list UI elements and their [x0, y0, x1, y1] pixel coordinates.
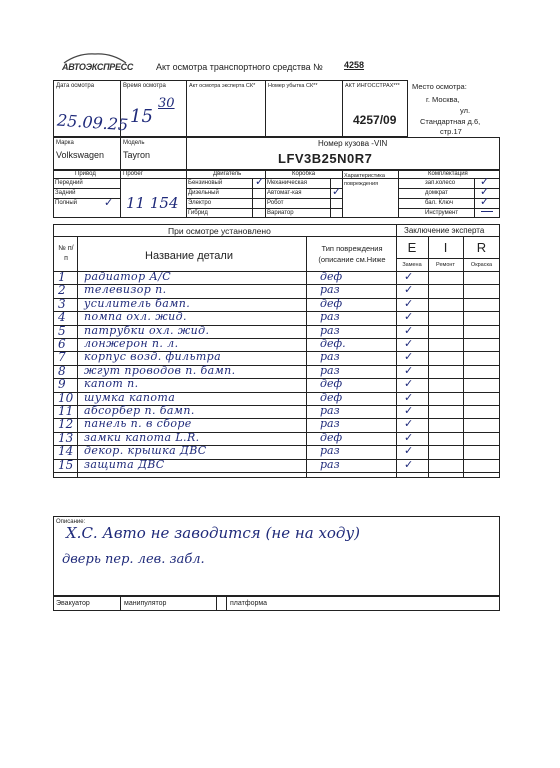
row-part: помпа охл. жид.: [84, 310, 187, 324]
row-type: деф.: [320, 337, 346, 350]
brand-value: Volkswagen: [56, 150, 105, 160]
engine-petrol-check-icon: ✓: [255, 175, 265, 188]
replace-check-icon: ✓: [404, 457, 414, 471]
row-number: 4: [58, 310, 66, 325]
engine-electric: Электро: [188, 200, 212, 206]
drive-front: Передний: [55, 180, 83, 186]
replace-check-icon: ✓: [404, 363, 414, 377]
section-title: При осмотре установлено: [168, 226, 271, 236]
equipment-spare: зап.колесо: [425, 180, 456, 186]
place-street-1: ул.: [460, 106, 471, 115]
row-type: раз: [320, 363, 340, 377]
logo: [60, 52, 134, 74]
row-part: радиатор А/С: [84, 270, 172, 283]
time-minutes: 30: [158, 96, 175, 111]
replace-check-icon: ✓: [404, 270, 414, 283]
row-number: 3: [58, 296, 66, 311]
place-label: Место осмотра:: [412, 82, 467, 91]
brand-label: Марка: [56, 140, 74, 146]
row-part: усилитель бамп.: [84, 296, 191, 310]
equipment-label: Комплектация: [428, 171, 468, 177]
replace-check-icon: ✓: [404, 444, 414, 458]
row-number: 6: [58, 337, 66, 351]
row-part: защита ДВС: [84, 457, 165, 471]
logo-text: АВТОЭКСПРЕСС: [62, 62, 134, 72]
gearbox-label: Коробка: [292, 171, 316, 177]
replace-check-icon: ✓: [404, 323, 414, 337]
row-type: деф: [320, 270, 343, 283]
col-i-header: I: [443, 240, 448, 255]
damage-char-label: Характеристика повреждения: [344, 173, 385, 187]
row-number: 7: [58, 350, 66, 365]
row-part: жгут проводов п. бамп.: [84, 363, 236, 377]
model-label: Модель: [123, 140, 145, 146]
gearbox-robot: Робот: [267, 200, 284, 206]
row-part: корпус возд. фильтра: [84, 350, 222, 364]
act-number: 4258: [344, 60, 365, 70]
row-number: 2: [58, 283, 66, 298]
row-part: патрубки охл. жид.: [84, 323, 210, 337]
place-city: г. Москва,: [426, 95, 460, 104]
gearbox-manual: Механическая: [267, 180, 308, 186]
replace-check-icon: ✓: [404, 377, 414, 391]
col-type-header: Тип повреждения (описание см.Ниже: [318, 244, 386, 264]
platform-label: платформа: [230, 600, 268, 607]
row-number: 13: [58, 430, 74, 445]
row-part: замки капота L.R.: [84, 430, 200, 444]
replace-check-icon: ✓: [404, 337, 414, 350]
row-type: раз: [320, 283, 340, 297]
row-type: раз: [320, 457, 340, 471]
row-type: раз: [320, 444, 340, 458]
col-e-header: E: [407, 240, 417, 255]
place-block: [410, 80, 481, 137]
row-number: 12: [58, 417, 74, 432]
row-type: деф: [320, 430, 343, 444]
replace-check-icon: ✓: [404, 296, 414, 310]
time-hours: 15: [130, 106, 153, 127]
equipment-spare-check-icon: ✓: [480, 175, 490, 188]
row-part: панель п. в сборе: [84, 417, 192, 431]
row-part: декор. крышка ДВС: [84, 444, 207, 458]
row-part: телевизор п.: [84, 283, 167, 297]
date-label: Дата осмотра: [56, 83, 95, 89]
gearbox-auto: Автомат-кая: [267, 190, 302, 196]
gearbox-cvt: Вариатор: [267, 210, 294, 216]
drive-rear: Задний: [55, 190, 76, 196]
row-number: 11: [58, 404, 74, 418]
row-type: раз: [320, 323, 340, 337]
row-number: 10: [58, 390, 74, 405]
row-number: 8: [58, 363, 66, 378]
vin-label: Номер кузова -VIN: [318, 139, 388, 148]
row-type: раз: [320, 404, 340, 417]
tow-label: Эвакуатор: [56, 600, 90, 607]
equipment-wrench: бал. Ключ: [425, 200, 453, 206]
col-part-header: Название детали: [145, 250, 233, 262]
equipment-jack: домкрат: [425, 190, 448, 196]
replace-check-icon: ✓: [404, 430, 414, 444]
expert-sign-label: Акт осмотра эксперта СК*: [189, 83, 256, 89]
row-type: раз: [320, 350, 340, 364]
row-part: шумка капота: [84, 390, 176, 404]
row-type: раз: [320, 417, 340, 431]
col-r-header: R: [476, 240, 487, 255]
replace-check-icon: ✓: [404, 417, 414, 431]
place-building: стр.17: [440, 127, 462, 136]
mileage-value: 11 154: [126, 194, 179, 212]
ingos-value: 4257/09: [353, 113, 397, 127]
model-value: Tayron: [123, 150, 151, 160]
col-num-header: № п/п: [58, 245, 74, 262]
claim-label: Номер убытка СК**: [268, 83, 318, 89]
equipment-tools-dash-icon: [481, 211, 493, 212]
row-type: деф: [320, 377, 343, 391]
replace-check-icon: ✓: [404, 283, 414, 297]
mileage-label: Пробег: [123, 171, 143, 177]
replace-check-icon: ✓: [404, 350, 414, 364]
drive-label: Привод: [75, 171, 96, 177]
engine-diesel: Дизельный: [188, 190, 219, 196]
row-part: абсорбер п. бамп.: [84, 404, 195, 417]
row-number: 5: [58, 323, 66, 338]
row-type: деф: [320, 390, 343, 404]
row-type: раз: [320, 310, 340, 324]
row-number: 15: [58, 457, 74, 472]
vin-value: LFV3B25N0R7: [278, 151, 373, 166]
sub-e-header: Замена: [402, 262, 422, 268]
engine-label: Двигатель: [213, 171, 242, 177]
row-number: 14: [58, 444, 74, 459]
description-line-2: дверь пер. лев. забл.: [62, 552, 205, 567]
row-type: деф: [320, 296, 343, 310]
row-number: 9: [58, 377, 66, 392]
date-value: 25.09.25: [56, 110, 129, 135]
sub-r-header: Окраска: [470, 262, 493, 268]
description-label: Описание:: [56, 519, 86, 525]
replace-check-icon: ✓: [404, 390, 414, 404]
description-line-1: Х.С. Авто не заводится (не на ходу): [66, 524, 360, 542]
equipment-tools: Инструмент: [425, 210, 459, 216]
drive-awd-check-icon: ✓: [104, 196, 114, 209]
drive-awd: Полный: [55, 200, 77, 206]
engine-petrol: Бензиновый: [188, 180, 223, 186]
conclusion-title: Заключение эксперта: [404, 226, 485, 235]
gearbox-auto-check-icon: ✓: [332, 185, 342, 198]
row-number: 1: [58, 270, 66, 284]
sub-i-header: Ремонт: [436, 262, 455, 268]
equipment-wrench-check-icon: ✓: [480, 195, 490, 208]
form-title: [156, 62, 323, 72]
row-part: лонжерон п. л.: [84, 337, 179, 350]
form-title-text: Акт осмотра транспортного средства №: [156, 62, 323, 72]
place-street-2: Стандартная д.6,: [420, 117, 481, 126]
row-divider: [53, 472, 500, 473]
time-label: Время осмотра: [123, 83, 166, 89]
row-part: капот п.: [84, 377, 139, 391]
manip-label: манипулятор: [124, 600, 167, 607]
equipment-jack-check-icon: ✓: [480, 185, 490, 198]
replace-check-icon: ✓: [404, 404, 414, 417]
engine-hybrid: Гибрид: [188, 210, 208, 216]
ingos-label: АКТ ИНГОССТРАХ***: [345, 83, 400, 89]
replace-check-icon: ✓: [404, 310, 414, 324]
